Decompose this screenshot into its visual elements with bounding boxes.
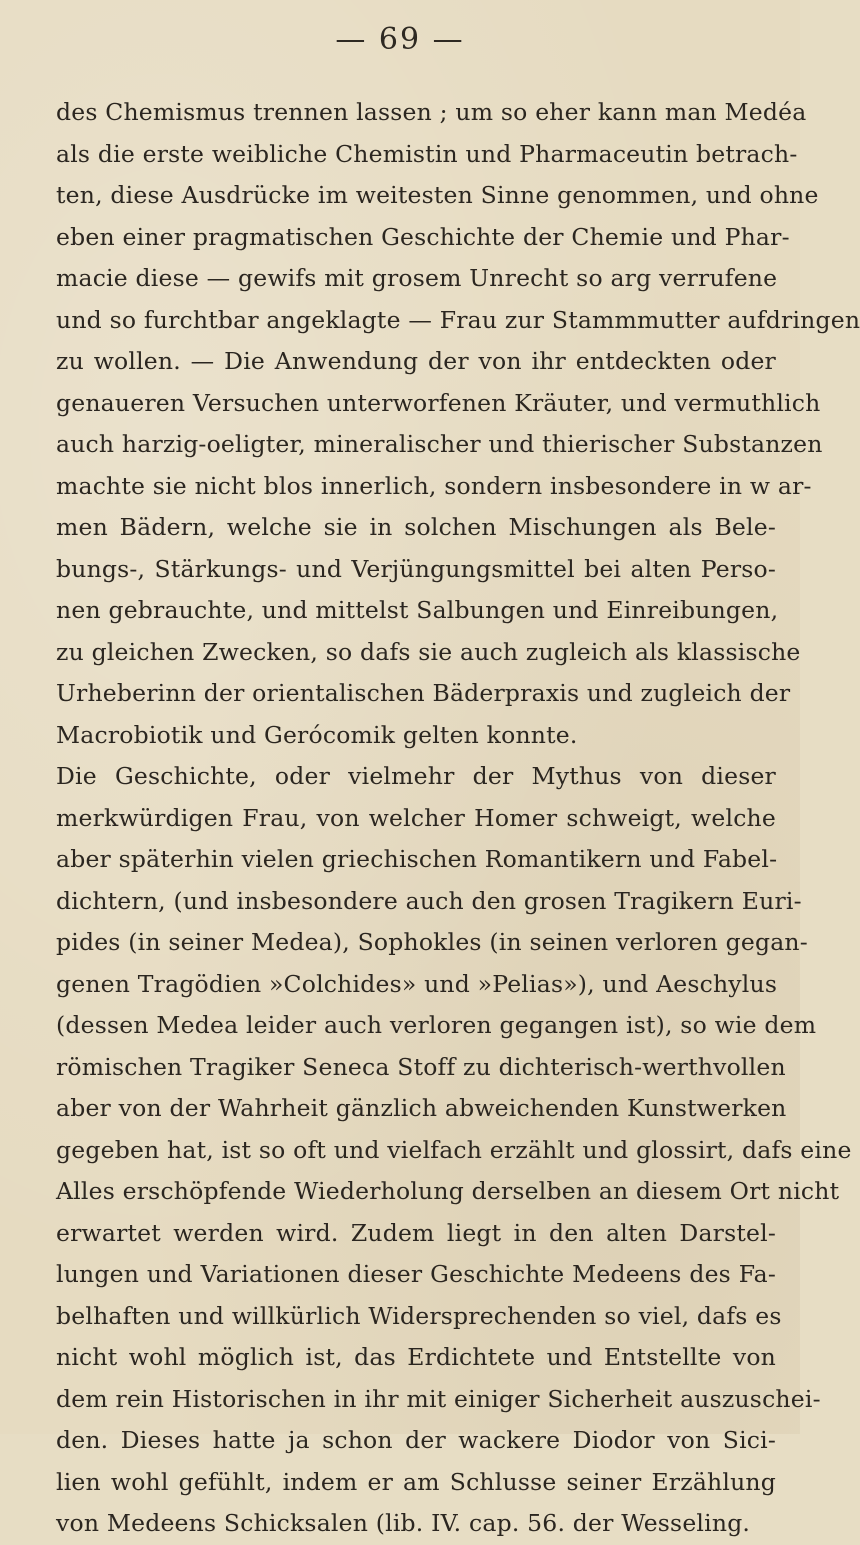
text-line: römischen Tragiker Seneca Stoff zu dichterisch-werthvollen (56, 1052, 786, 1081)
page-number-header: — 69 — (335, 22, 465, 57)
text-line: ten, diese Ausdrücke im weitesten Sinne genommen, und ohne (56, 181, 819, 209)
text-line: men Bädern, welche sie in solchen Mischungen als Bele- (56, 513, 776, 541)
text-line: aber von der Wahrheit gänzlich abweichenden Kunstwerken (56, 1094, 787, 1122)
text-line: dem rein Historischen in ihr mit einiger Sicherheit auszuschei- (56, 1384, 821, 1413)
text-line: Die Geschichte, oder vielmehr der Mythus von dieser (56, 762, 776, 790)
text-line: nen gebrauchte, und mittelst Salbungen und Einreibungen, (56, 596, 779, 624)
text-line: merkwürdigen Frau, von welcher Homer schweigt, welche (56, 803, 776, 832)
text-line: gegeben hat, ist so oft und vielfach erzählt und glossirt, dafs eine (56, 1135, 852, 1164)
text-line: lien wohl gefühlt, indem er am Schlusse seiner Erzählung (56, 1467, 776, 1496)
text-line: pides (in seiner Medea), Sophokles (in seinen verloren gegan- (56, 928, 808, 956)
text-line: auch harzig-oeligter, mineralischer und thierischer Substanzen (56, 430, 823, 458)
text-line: bungs-, Stärkungs- und Verjüngungsmittel bei alten Perso- (56, 554, 776, 583)
text-line: machte sie nicht blos innerlich, sondern insbesondere in w ar- (56, 471, 812, 500)
text-line: nicht wohl möglich ist, das Erdichtete und Entstellte von (56, 1343, 776, 1371)
text-line: macie diese — gewifs mit grosem Unrecht so arg verrufene (56, 264, 778, 292)
text-line: Urheberinn der orientalischen Bäderpraxis und zugleich der (56, 679, 791, 707)
text-line: (dessen Medea leider auch verloren gegangen ist), so wie dem (56, 1011, 817, 1039)
text-line: als die erste weibliche Chemistin und Pharmaceutin betrach- (56, 139, 798, 168)
text-line: eben einer pragmatischen Geschichte der Chemie und Phar- (56, 222, 790, 251)
text-line: belhaften und willkürlich Widersprechenden so viel, dafs es (56, 1301, 782, 1330)
text-line: Macrobiotik und Gerócomik gelten konnte. (56, 720, 578, 749)
text-line: aber späterhin vielen griechischen Romantikern und Fabel- (56, 845, 778, 873)
text-line: und so furchtbar angeklagte — Frau zur Stammmutter aufdringen (56, 305, 860, 334)
text-line: zu wollen. — Die Anwendung der von ihr entdeckten oder (56, 347, 776, 375)
text-line: des Chemismus trennen lassen ; um so eher kann man Medéa (56, 98, 807, 126)
text-line: dichtern, (und insbesondere auch den grosen Tragikern Euri- (56, 886, 802, 915)
text-line: den. Dieses hatte ja schon der wackere Diodor von Sici- (56, 1426, 776, 1454)
text-line: von Medeens Schicksalen (lib. IV. cap. 56. der Wesseling. (56, 1509, 751, 1537)
text-line: genaueren Versuchen unterworfenen Kräuter, und vermuthlich (56, 388, 821, 417)
text-line: genen Tragödien »Colchides» und »Pelias»), und Aeschylus (56, 969, 778, 998)
text-line: lungen und Variationen dieser Geschichte Medeens des Fa- (56, 1260, 776, 1288)
text-line: zu gleichen Zwecken, so dafs sie auch zugleich als klassische (56, 637, 801, 666)
text-line: erwartet werden wird. Zudem liegt in den alten Darstel- (56, 1218, 776, 1247)
text-line: Alles erschöpfende Wiederholung derselben an diesem Ort nicht (56, 1177, 840, 1205)
body-text (56, 92, 860, 1545)
